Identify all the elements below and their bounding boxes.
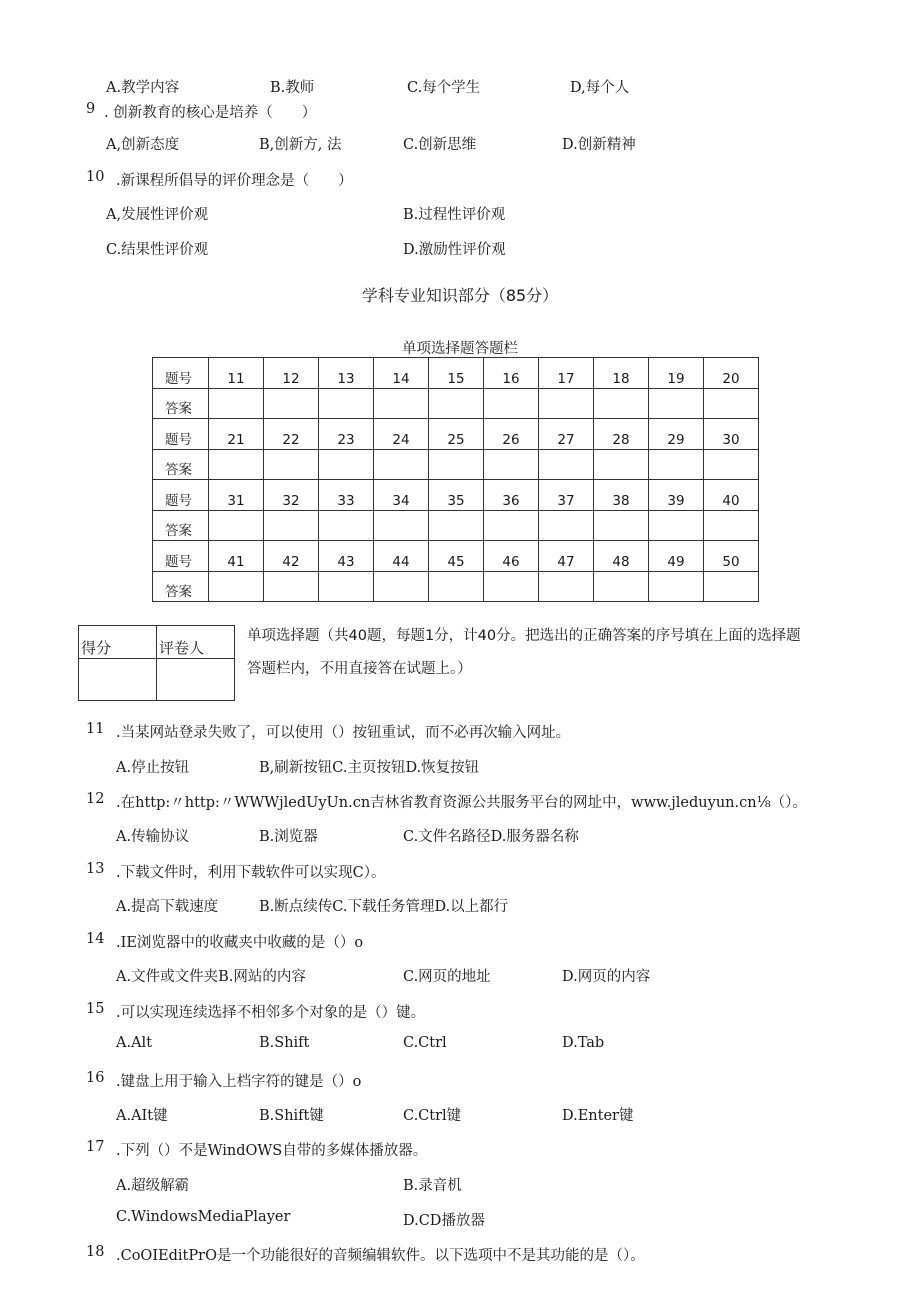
option-b: B.教师: [270, 80, 315, 96]
answer-cell[interactable]: [374, 388, 429, 419]
answer-cell[interactable]: [209, 388, 264, 419]
question-number: 12: [86, 791, 105, 807]
option-b: B.断点续传C.下载任务管理D.以上都行: [259, 899, 509, 915]
question-number-cell: 38: [594, 480, 649, 511]
answer-cell[interactable]: [484, 449, 539, 480]
answer-cell[interactable]: [594, 449, 649, 480]
answer-cell[interactable]: [374, 449, 429, 480]
answer-cell[interactable]: [704, 449, 759, 480]
question-number-cell: 18: [594, 358, 649, 389]
question-number-cell: 19: [649, 358, 704, 389]
question-number-cell: 24: [374, 419, 429, 450]
answer-cell[interactable]: [209, 449, 264, 480]
answer-cell[interactable]: [649, 388, 704, 419]
question-text: .可以实现连续选择不相邻多个对象的是（）键。: [116, 1005, 426, 1021]
question-number-cell: 39: [649, 480, 704, 511]
question-number-cell: 23: [319, 419, 374, 450]
option-d: D.网页的内容: [562, 969, 651, 985]
question-number-cell: 21: [209, 419, 264, 450]
option-d: D.激励性评价观: [403, 242, 506, 258]
number-row: [153, 419, 759, 450]
answer-cell[interactable]: [374, 571, 429, 602]
question-number-cell: 40: [704, 480, 759, 511]
question-text: .下列（）不是WindOWS自带的多媒体播放器。: [116, 1143, 428, 1159]
question-number-cell: 47: [539, 541, 594, 572]
option-c: C.每个学生: [407, 80, 481, 96]
option-d: D,每个人: [570, 80, 630, 96]
number-row-label: 题号: [153, 419, 209, 450]
question-number: 15: [86, 1001, 105, 1017]
answer-cell[interactable]: [319, 510, 374, 541]
question-number-cell: 26: [484, 419, 539, 450]
answer-row: [153, 571, 759, 602]
question-number-cell: 44: [374, 541, 429, 572]
answer-row: [153, 510, 759, 541]
option-a: A,创新态度: [106, 137, 180, 153]
question-text: .新课程所倡导的评价理念是（ ）: [116, 173, 353, 189]
answer-cell[interactable]: [594, 571, 649, 602]
reviewer-label: 评卷人: [157, 626, 235, 659]
option-b: B.Shift键: [259, 1108, 324, 1124]
option-a: A.停止按钮: [116, 760, 190, 776]
option-a: A.超级解霸: [116, 1178, 190, 1194]
answer-cell[interactable]: [539, 510, 594, 541]
question-number-cell: 14: [374, 358, 429, 389]
question-number-cell: 43: [319, 541, 374, 572]
answer-cell[interactable]: [539, 449, 594, 480]
score-box: [78, 625, 235, 701]
question-number: 17: [86, 1139, 105, 1155]
question-number-cell: 12: [264, 358, 319, 389]
answer-cell[interactable]: [704, 510, 759, 541]
instruction-line: 答题栏内，不用直接答在试题上。）: [247, 661, 472, 677]
question-number-cell: 28: [594, 419, 649, 450]
option-b: B.录音机: [403, 1178, 462, 1194]
option-c: C.文件名路径D.服务器名称: [403, 829, 579, 845]
question-number-cell: 50: [704, 541, 759, 572]
answer-cell[interactable]: [319, 388, 374, 419]
option-d: D.CD播放器: [403, 1213, 485, 1229]
question-number-cell: 17: [539, 358, 594, 389]
answer-cell[interactable]: [594, 388, 649, 419]
question-number-cell: 36: [484, 480, 539, 511]
answer-table-caption: 单项选择题答题栏: [402, 341, 518, 357]
answer-row-label: 答案: [153, 388, 209, 419]
answer-row-label: 答案: [153, 510, 209, 541]
question-text: .下载文件时，利用下载软件可以实现C）。: [116, 865, 386, 881]
question-number-cell: 49: [649, 541, 704, 572]
option-c: C.网页的地址: [403, 969, 491, 985]
answer-cell[interactable]: [209, 510, 264, 541]
number-row: [153, 480, 759, 511]
option-a: A,发展性评价观: [106, 207, 209, 223]
question-number-cell: 32: [264, 480, 319, 511]
answer-cell[interactable]: [429, 449, 484, 480]
option-b: B.浏览器: [259, 829, 318, 845]
question-number: 16: [86, 1070, 105, 1086]
question-number-cell: 27: [539, 419, 594, 450]
answer-cell[interactable]: [429, 571, 484, 602]
instruction-line: 单项选择题（共40题，每题1分，计40分。把选出的正确答案的序号填在上面的选择题: [247, 628, 801, 644]
question-text: . 创新教育的核心是培养（ ）: [104, 105, 317, 121]
answer-cell[interactable]: [484, 571, 539, 602]
answer-cell[interactable]: [539, 571, 594, 602]
answer-cell[interactable]: [264, 510, 319, 541]
answer-cell[interactable]: [649, 571, 704, 602]
answer-cell[interactable]: [649, 449, 704, 480]
answer-row: [153, 388, 759, 419]
option-d: D.Tab: [562, 1035, 605, 1051]
option-a: A.传输协议: [116, 829, 190, 845]
question-text: .当某网站登录失败了，可以使用（）按钮重试，而不必再次输入网址。: [116, 725, 571, 741]
answer-table: [152, 357, 759, 602]
question-number-cell: 30: [704, 419, 759, 450]
option-a: A.文件或文件夹B.网站的内容: [116, 969, 306, 985]
question-number-cell: 31: [209, 480, 264, 511]
answer-row-label: 答案: [153, 449, 209, 480]
option-a: A.Alt: [116, 1035, 153, 1051]
number-row: [153, 541, 759, 572]
question-number-cell: 29: [649, 419, 704, 450]
answer-cell[interactable]: [484, 510, 539, 541]
question-text: .在http:〃http:〃WWWjledUyUn.cn吉林省教育资源公共服务平台的网址中，www.jleduyun.cn⅛（）。: [116, 795, 807, 811]
question-text: .键盘上用于输入上档字符的键是（）o: [116, 1074, 362, 1090]
question-number-cell: 33: [319, 480, 374, 511]
option-c: C.结果性评价观: [106, 242, 209, 258]
question-number-cell: 22: [264, 419, 319, 450]
question-number-cell: 20: [704, 358, 759, 389]
question-number-cell: 11: [209, 358, 264, 389]
option-a: A.提高下载速度: [116, 899, 219, 915]
number-row-label: 题号: [153, 358, 209, 389]
answer-row-label: 答案: [153, 571, 209, 602]
answer-cell[interactable]: [704, 571, 759, 602]
section-title: 学科专业知识部分（85分）: [361, 286, 559, 305]
question-number-cell: 15: [429, 358, 484, 389]
option-d: D.Enter键: [562, 1108, 634, 1124]
option-c: C.创新思维: [403, 137, 477, 153]
option-b: B.Shift: [259, 1035, 310, 1051]
answer-cell[interactable]: [264, 388, 319, 419]
answer-cell[interactable]: [209, 571, 264, 602]
option-b: B,刷新按钮C.主页按钮D.恢复按钮: [259, 760, 480, 776]
question-number: 11: [86, 721, 105, 737]
question-number: 18: [86, 1244, 105, 1260]
question-number-cell: 46: [484, 541, 539, 572]
option-a: A.AIt键: [116, 1108, 168, 1124]
number-row-label: 题号: [153, 480, 209, 511]
question-number-cell: 25: [429, 419, 484, 450]
option-a: A.教学内容: [106, 80, 180, 96]
question-number-cell: 41: [209, 541, 264, 572]
answer-cell[interactable]: [264, 449, 319, 480]
number-row: [153, 358, 759, 389]
answer-cell[interactable]: [429, 510, 484, 541]
answer-cell[interactable]: [649, 510, 704, 541]
answer-cell[interactable]: [594, 510, 649, 541]
option-c: C.Ctrl键: [403, 1108, 462, 1124]
question-number: 10: [86, 169, 105, 185]
option-b: B,创新方, 法: [259, 137, 342, 153]
option-b: B.过程性评价观: [403, 207, 506, 223]
answer-cell[interactable]: [704, 388, 759, 419]
option-c: C.Ctrl: [403, 1035, 447, 1051]
score-cell: [79, 659, 157, 701]
question-number-cell: 35: [429, 480, 484, 511]
question-text: .CoOIEditPrO是一个功能很好的音频编辑软件。以下选项中不是其功能的是（）。: [116, 1248, 645, 1264]
answer-cell[interactable]: [319, 449, 374, 480]
answer-cell[interactable]: [264, 571, 319, 602]
score-label: 得分: [79, 626, 157, 659]
answer-row: [153, 449, 759, 480]
answer-cell[interactable]: [539, 388, 594, 419]
reviewer-cell: [157, 659, 235, 701]
question-number-cell: 45: [429, 541, 484, 572]
question-number-cell: 16: [484, 358, 539, 389]
option-c: C.WindowsMediaPlayer: [116, 1209, 291, 1225]
option-d: D.创新精神: [562, 137, 636, 153]
answer-cell[interactable]: [484, 388, 539, 419]
question-number-cell: 37: [539, 480, 594, 511]
number-row-label: 题号: [153, 541, 209, 572]
question-number-cell: 34: [374, 480, 429, 511]
question-number-cell: 13: [319, 358, 374, 389]
answer-cell[interactable]: [319, 571, 374, 602]
answer-cell[interactable]: [374, 510, 429, 541]
question-text: .IE浏览器中的收藏夹中收藏的是（）o: [116, 935, 364, 951]
answer-cell[interactable]: [429, 388, 484, 419]
question-number: 14: [86, 931, 105, 947]
question-number: 13: [86, 861, 105, 877]
question-number: 9: [86, 101, 96, 117]
question-number-cell: 48: [594, 541, 649, 572]
question-number-cell: 42: [264, 541, 319, 572]
